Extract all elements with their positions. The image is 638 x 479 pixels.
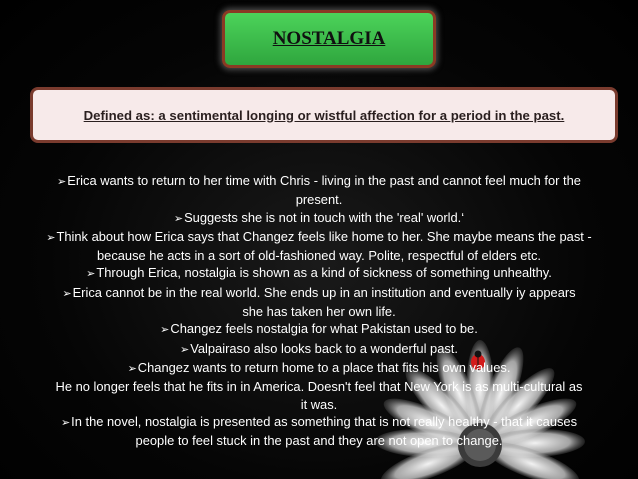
body-line-text: it was. [300,396,338,412]
definition-text: Defined as: a sentimental longing or wistful affection for a period in the past. [83,107,565,123]
body-line [2,284,636,303]
body-line [2,191,636,208]
body-text [2,172,636,449]
body-line [2,209,636,228]
body-line-text: people to feel stuck in the past and they are not open to change. [135,433,503,449]
body-line [2,396,636,413]
body-line [2,413,636,432]
body-line [2,432,636,449]
body-line [2,228,636,247]
body-line [2,303,636,320]
body-line [2,359,636,378]
arrow-bullet-icon: ➢ [57,176,67,188]
body-line [2,340,636,359]
body-line [2,264,636,283]
body-line [2,320,636,339]
body-line-text: Changez wants to return home to a place that fits his own values. [137,359,511,375]
body-line [2,247,636,264]
arrow-bullet-icon: ➢ [160,324,170,337]
body-line-text: Through Erica, nostalgia is shown as a kind of sickness of something unhealthy. [96,265,552,281]
arrow-bullet-icon: ➢ [62,287,72,300]
body-line-text: In the novel, nostalgia is presented as something that is not really healthy - that it causes [71,413,578,429]
body-line-text: Erica wants to return to her time with Chris - living in the past and cannot feel much for the [67,173,581,188]
arrow-bullet-icon: ➢ [180,343,190,356]
body-line-text: because he acts in a sort of old-fashioned way. Polite, respectful of elders etc. [96,248,541,264]
body-line [2,378,636,395]
body-line-text: He no longer feels that he fits in in America. Doesn't feel that New York is as multi-cultural as [55,379,583,395]
arrow-bullet-icon: ➢ [127,362,137,375]
body-line-text: she has taken her own life. [242,304,396,320]
body-line-text: Suggests she is not in touch with the 'real' world.‘ [184,209,465,225]
body-line-text: Think about how Erica says that Changez feels like home to her. She maybe means the past - [56,228,592,244]
arrow-bullet-icon: ➢ [86,268,96,281]
title-box [222,10,436,68]
body-line [2,172,636,191]
definition-box [30,87,618,143]
slide-title: NOSTALGIA [272,28,386,49]
arrow-bullet-icon: ➢ [60,416,71,429]
arrow-bullet-icon: ➢ [46,231,56,244]
body-line-text: Changez feels nostalgia for what Pakistan used to be. [170,321,478,337]
body-line-text: present. [295,192,343,208]
arrow-bullet-icon: ➢ [173,212,184,225]
body-line-text: Erica cannot be in the real world. She ends up in an institution and eventually iy appears [72,284,576,300]
body-line-text: Valpairaso also looks back to a wonderful past. [190,340,458,356]
